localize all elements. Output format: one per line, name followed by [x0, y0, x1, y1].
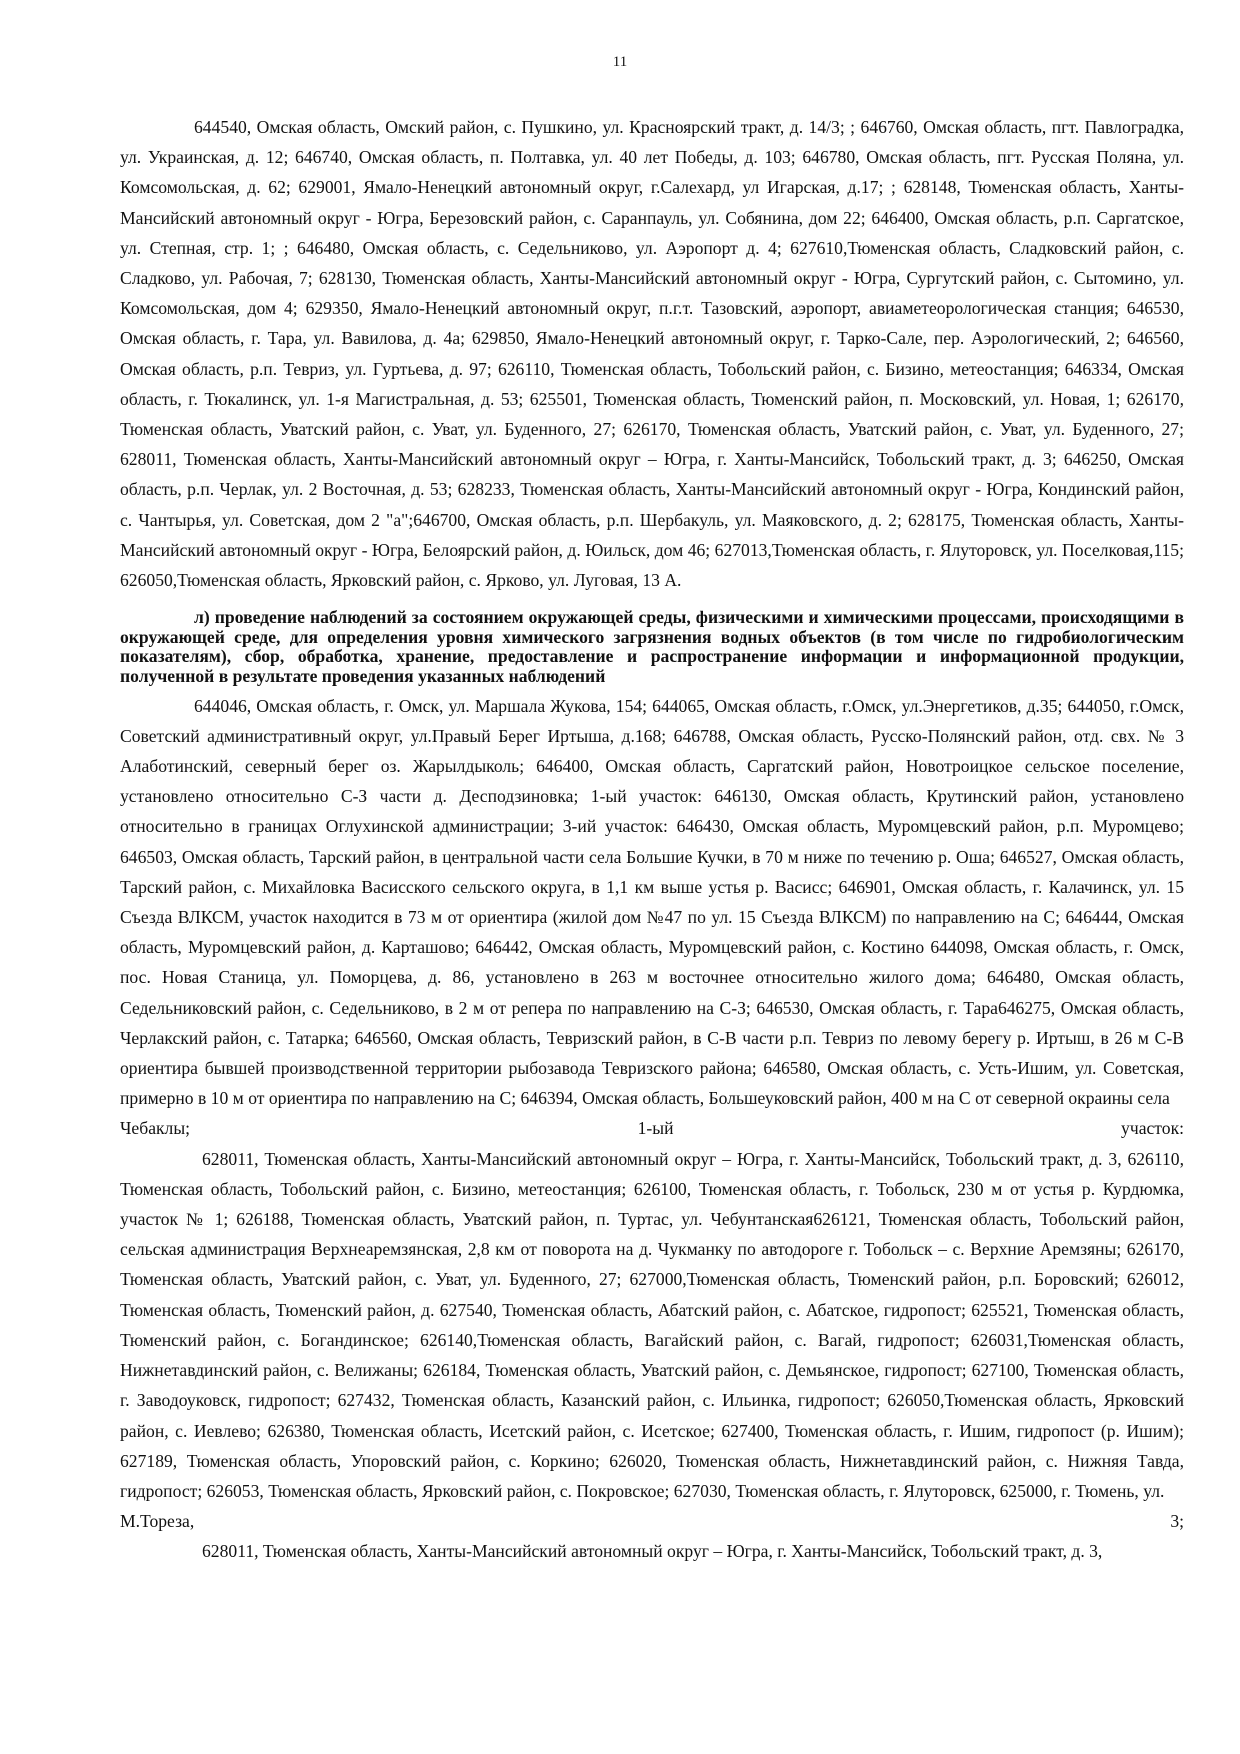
split-line-2-right: 3; — [1170, 1511, 1184, 1532]
split-line-2-left: М.Тореза, — [120, 1511, 195, 1532]
split-line-2 — [120, 1506, 1184, 1536]
split-line-1-right: участок: — [1121, 1118, 1184, 1139]
address-paragraph-4: 628011, Тюменская область, Ханты-Мансийский автономный округ – Югра, г. Ханты-Мансийск, Тобольский тракт, д. 3, — [202, 1541, 1103, 1562]
address-paragraph-3: 628011, Тюменская область, Ханты-Мансийский автономный округ – Югра, г. Ханты-Мансийск, Тобольский тракт, д. 3, 626110, Тюменская область, Тобольский район, с. Бизино, метеостанция; 626100, Тюменская область, г. Тобольск, 230 м от устья р. Курдюмка, участок № 1; 626188, Тюменская область, Уватский район, п. Туртас, ул. Чебунтанская626121, Тюменская область, Тобольский район, сельская администрация Верхнеаремзянская, 2,8 км от поворота на д. Чукманку по автодороге г. Тобольск – с. Верхние Аремзяны; 626170, Тюменская область, Уватский район, с. Уват, ул. Буденного, 27; 627000,Тюменская область, Тюменский район, р.п. Боровский; 626012, Тюменская область, Тюменский район, д. 627540, Тюменская область, Абатский район, с. Абатское, гидропост; 625521, Тюменская область, Тюменский район, с. Богандинское; 626140,Тюменская область, Вагайский район, с. Вагай, гидропост; 626031,Тюменская область, Нижнетавдинский район, с. Велижаны; 626184, Тюменская область, Уватский район, с. Демьянское, гидропост; 627100, Тюменская область, г. Заводоуковск, гидропост; 627432, Тюменская область, Казанский район, с. Ильинка, гидропост; 626050,Тюменская область, Ярковский район, с. Иевлево; 626380, Тюменская область, Исетский район, с. Исетское; 627400, Тюменская область, г. Ишим, гидропост (р. Ишим); 627189, Тюменская область, Упоровский район, с. Коркино; 626020, Тюменская область, Нижнетавдинский район, с. Нижняя Тавда, гидропост; 626053, Тюменская область, Ярковский район, с. Покровское; 627030, Тюменская область, г. Ялуторовск, 625000, г. Тюмень, ул. — [120, 1148, 1184, 1501]
address-paragraph-2: 644046, Омская область, г. Омск, ул. Маршала Жукова, 154; 644065, Омская область, г.Омск, ул.Энергетиков, д.35; 644050, г.Омск, Советский административный округ, ул.Правый Берег Иртыша, д.168; 646788, Омская область, Русско-Полянский район, отд. свх. № 3 Алаботинский, северный берег оз. Жарылдыколь; 646400, Омская область, Саргатский район, Новотроицкое сельское поселение, установлено относительно С-З части д. Десподзиновка; 1-ый участок: 646130, Омская область, Крутинский район, установлено относительно в границах Оглухинской администрации; 3-ий участок: 646430, Омская область, Муромцевский район, р.п. Муромцево; 646503, Омская область, Тарский район, в центральной части села Большие Кучки, в 70 м ниже по течению р. Оша; 646527, Омская область, Тарский район, с. Михайловка Васисского сельского округа, в 1,1 км выше устья р. Васисс; 646901, Омская область, г. Калачинск, ул. 15 Съезда ВЛКСМ, участок находится в 73 м от ориентира (жилой дом №47 по ул. 15 Съезда ВЛКСМ) по направлению на С; 646444, Омская область, Муромцевский район, д. Карташово; 646442, Омская область, Муромцевский район, с. Костино 644098, Омская область, г. Омск, пос. Новая Станица, ул. Поморцева, д. 86, установлено в 263 м восточнее относительно жилого дома; 646480, Омская область, Седельниковский район, с. Седельниково, в 2 м от репера по направлению на С-З; 646530, Омская область, г. Тара646275, Омская область, Черлакский район, с. Татарка; 646560, Омская область, Тевризский район, в С-В части р.п. Тевриз по левому берегу р. Иртыш, в 26 м С-В ориентира бывшей производственной территории рыбозавода Тевризского района; 646580, Омская область, с. Усть-Ишим, ул. Советская, примерно в 10 м от ориентира по направлению на С; 646394, Омская область, Большеуковский район, 400 м на С от северной окраины села — [120, 695, 1184, 1109]
split-line-1-center: 1-ый — [637, 1118, 674, 1139]
address-paragraph-1: 644540, Омская область, Омский район, с. Пушкино, ул. Красноярский тракт, д. 14/3; ; 646760, Омская область, пгт. Павлоградка, ул. Украинская, д. 12; 646740, Омская область, п. Полтавка, ул. 40 лет Победы, д. 103; 646780, Омская область, пгт. Русская Поляна, ул. Комсомольская, д. 62; 629001, Ямало-Ненецкий автономный округ, г.Салехард, ул Игарская, д.17; ; 628148, Тюменская область, Ханты-Мансийский автономный округ - Югра, Березовский район, с. Саранпауль, ул. Собянина, дом 22; 646400, Омская область, р.п. Саргатское, ул. Степная, стр. 1; ; 646480, Омская область, с. Седельниково, ул. Аэропорт д. 4; 627610,Тюменская область, Сладковский район, с. Сладково, ул. Рабочая, 7; 628130, Тюменская область, Ханты-Мансийский автономный округ - Югра, Сургутский район, с. Сытомино, ул. Комсомольская, дом 4; 629350, Ямало-Ненецкий автономный округ, п.г.т. Тазовский, аэропорт, авиаметеорологическая станция; 646530, Омская область, г. Тара, ул. Вавилова, д. 4а; 629850, Ямало-Ненецкий автономный округ, г. Тарко-Сале, пер. Аэрологический, 2; 646560, Омская область, р.п. Тевриз, ул. Гуртьева, д. 97; 626110, Тюменская область, Тобольский район, с. Бизино, метеостанция; 646334, Омская область, г. Тюкалинск, ул. 1-я Магистральная, д. 53; 625501, Тюменская область, Тюменский район, п. Московский, ул. Новая, 1; 626170, Тюменская область, Уватский район, с. Уват, ул. Буденного, 27; 626170, Тюменская область, Уватский район, с. Уват, ул. Буденного, 27; 628011, Тюменская область, Ханты-Мансийский автономный округ – Югра, г. Ханты-Мансийск, Тобольский тракт, д. 3; 646250, Омская область, р.п. Черлак, ул. 2 Восточная, д. 53; 628233, Тюменская область, Ханты-Мансийский автономный округ - Югра, Кондинский район, с. Чантырья, ул. Советская, дом 2 "а";646700, Омская область, р.п. Шербакуль, ул. Маяковского, д. 2; 628175, Тюменская область, Ханты-Мансийский автономный округ - Югра, Белоярский район, д. Юильск, дом 46; 627013,Тюменская область, г. Ялуторовск, ул. Поселковая,115; 626050,Тюменская область, Ярковский район, с. Ярково, ул. Луговая, 13 А. — [120, 117, 1184, 591]
document-body — [120, 112, 1184, 1567]
split-line-1-left: Чебаклы; — [120, 1118, 191, 1139]
section-heading-l: л) проведение наблюдений за состоянием окружающей среды, физическими и химическими процессами, происходящими в окружающей среде, для определения уровня химического загрязнения водных объектов (в том числе по гидробиологическим показателям), сбор, обработка, хранение, предоставление и распространение информации и информационной продукции, полученной в результате проведения указанных наблюдений — [120, 607, 1184, 687]
page-number: 11 — [612, 54, 628, 70]
split-line-1 — [120, 1113, 1184, 1143]
